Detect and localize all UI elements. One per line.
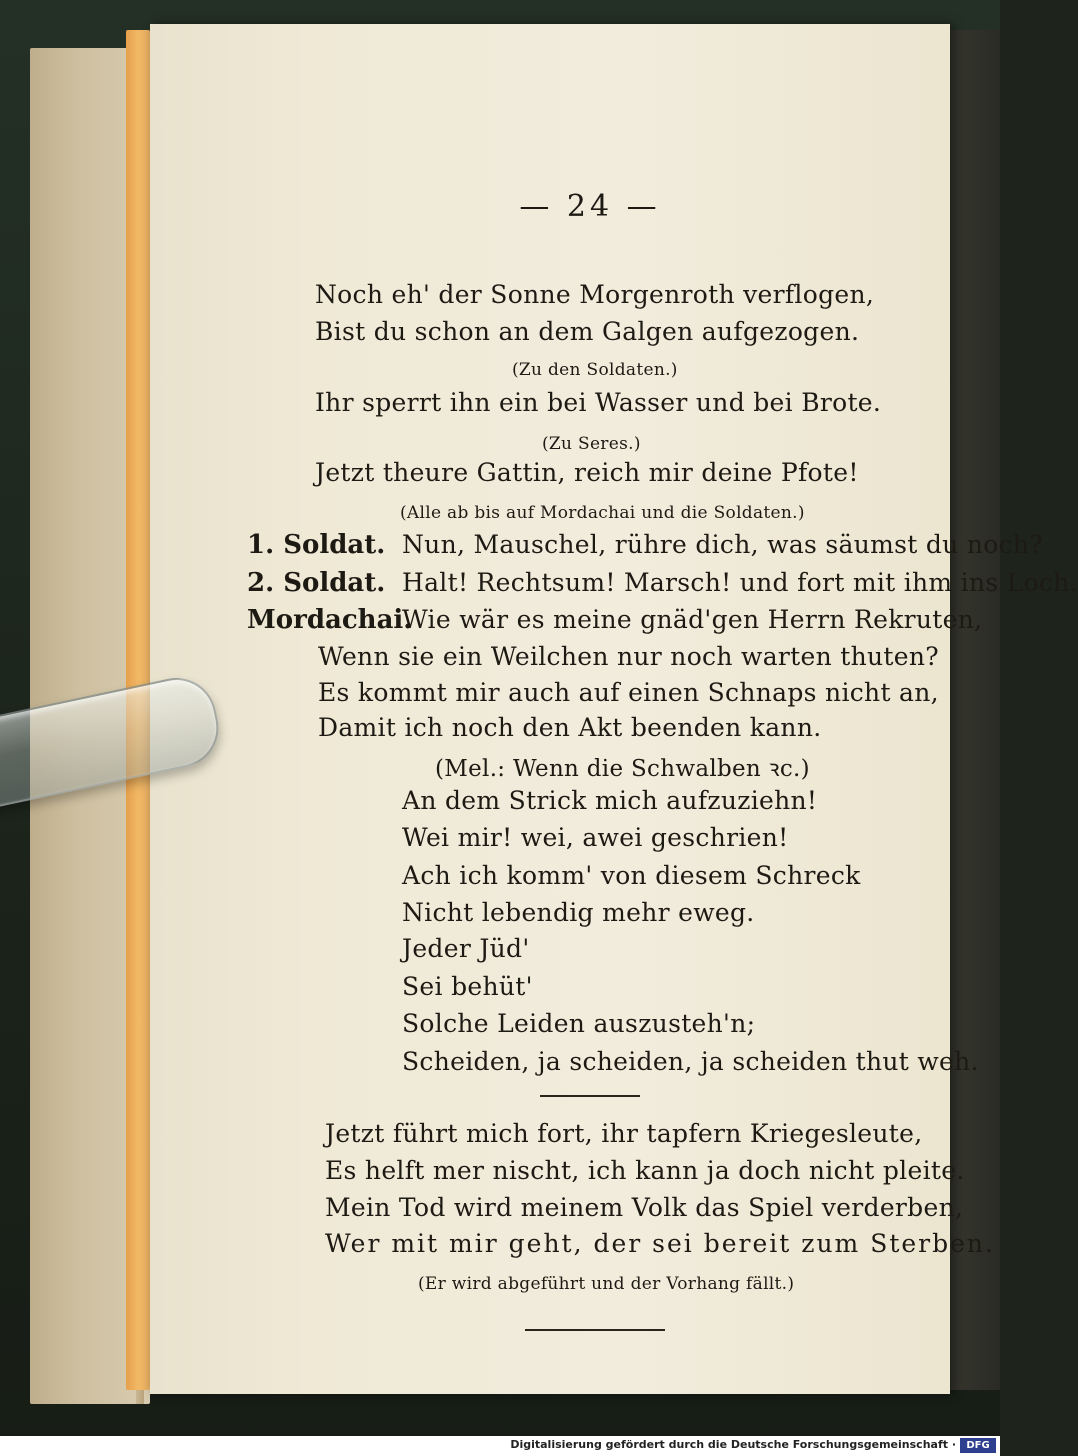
song-line: Jeder Jüd' [402,934,530,963]
verse-line: Es kommt mir auch auf einen Schnaps nicht an, [318,678,939,707]
page-content [150,24,1078,1394]
verse-line: Es helft mer nischt, ich kann ja doch nicht pleite. [325,1156,965,1185]
end-rule [525,1329,665,1331]
speaker-name: 1. Soldat. [247,530,386,560]
song-line: Wei mir! wei, awei geschrien! [402,823,789,852]
stage-direction: (Zu Seres.) [542,434,641,454]
song-line: Solche Leiden auszusteh'n; [402,1009,756,1038]
funding-notice: Digitalisierung gefördert durch die Deutsche Forschungsgemeinschaft · [510,1438,956,1451]
stage-direction: (Alle ab bis auf Mordachai und die Soldaten.) [400,503,805,523]
speaker-name: 2. Soldat. [247,568,386,598]
verse-line: Bist du schon an dem Galgen aufgezogen. [315,317,860,346]
stage-direction: (Zu den Soldaten.) [512,360,678,380]
verse-line: Wer mit mir geht, der sei bereit zum Sterben. [325,1229,995,1258]
section-rule [540,1095,640,1097]
song-line: Nicht lebendig mehr eweg. [402,898,755,927]
verse-line: Noch eh' der Sonne Morgenroth verflogen, [315,280,875,309]
dfg-logo: DFG [960,1438,996,1453]
stage-direction: (Er wird abgeführt und der Vorhang fällt.) [418,1274,795,1294]
dialogue-line: Halt! Rechtsum! Marsch! und fort mit ihm ins Loch. [402,568,1078,597]
song-line: Ach ich komm' von diesem Schreck [402,861,861,890]
verse-line: Wenn sie ein Weilchen nur noch warten thuten? [318,642,939,671]
book-page [150,24,1078,1394]
verse-line: Mein Tod wird meinem Volk das Spiel verderben, [325,1193,964,1222]
dialogue-line: Nun, Mauschel, rühre dich, was säumst du noch? [402,530,1043,559]
song-line: Scheiden, ja scheiden, ja scheiden thut weh. [402,1047,979,1076]
dialogue-line: Wie wär es meine gnäd'gen Herrn Rekruten, [402,605,983,634]
song-line: Sei behüt' [402,972,533,1001]
page-number: — 24 — [519,189,661,224]
verse-line: Jetzt theure Gattin, reich mir deine Pfote! [315,458,859,487]
verse-line: Jetzt führt mich fort, ihr tapfern Kriegesleute, [325,1119,923,1148]
digitization-footer [0,1436,1000,1456]
speaker-name: Mordachai. [247,605,413,635]
melody-note: (Mel.: Wenn die Schwalben ꝛc.) [435,756,810,782]
verse-line: Damit ich noch den Akt beenden kann. [318,713,822,742]
song-line: An dem Strick mich aufzuziehn! [402,786,818,815]
verse-line: Ihr sperrt ihn ein bei Wasser und bei Brote. [315,388,882,417]
